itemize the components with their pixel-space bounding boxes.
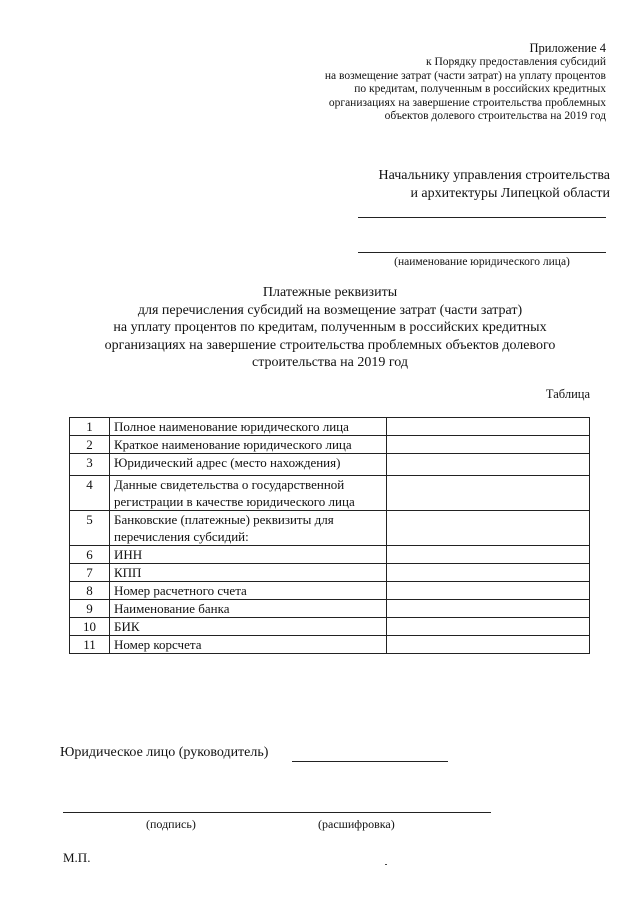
stamp-placeholder: М.П. (63, 850, 91, 865)
table-row (70, 564, 590, 582)
row-number: 10 (70, 618, 110, 636)
entity-name-line (358, 252, 606, 253)
row-description: Данные свидетельства о государственной регистрации в качестве юридического лица (110, 476, 387, 511)
row-description: ИНН (110, 546, 387, 564)
row-description: Полное наименование юридического лица (110, 418, 387, 436)
row-description: Краткое наименование юридического лица (110, 436, 387, 454)
appendix-line: на возмещение затрат (части затрат) на уплату процентов (324, 69, 606, 82)
table-row (70, 418, 590, 436)
appendix-line: организациях на завершение строительства проблемных (328, 96, 606, 109)
requisites-table (69, 417, 590, 654)
appendix-header (246, 40, 606, 124)
row-value-cell[interactable] (387, 418, 590, 436)
table-row (70, 636, 590, 654)
signature-hint: (подпись) (146, 817, 196, 831)
row-value-cell[interactable] (387, 618, 590, 636)
decode-hint: (расшифровка) (318, 817, 395, 831)
row-number: 2 (70, 436, 110, 454)
addressee-block (350, 167, 610, 203)
addressee-line: Начальнику управления строительства (378, 168, 610, 183)
row-number: 1 (70, 418, 110, 436)
row-value-cell[interactable] (387, 436, 590, 454)
title-line: на уплату процентов по кредитам, полученным в российских кредитных (113, 320, 547, 335)
table-row (70, 582, 590, 600)
row-value-cell[interactable] (387, 476, 590, 511)
signer-name-line[interactable] (292, 761, 448, 762)
table-row (70, 600, 590, 618)
row-number: 9 (70, 600, 110, 618)
signer-label: Юридическое лицо (руководитель) (60, 745, 269, 760)
row-value-cell[interactable] (387, 636, 590, 654)
row-description: Банковские (платежные) реквизиты для перечисления субсидий: (110, 511, 387, 546)
row-value-cell[interactable] (387, 546, 590, 564)
row-value-cell[interactable] (387, 600, 590, 618)
row-description: Номер расчетного счета (110, 582, 387, 600)
table-row (70, 436, 590, 454)
row-value-cell[interactable] (387, 511, 590, 546)
document-title (70, 284, 590, 372)
scan-speck (385, 864, 387, 865)
row-description: Номер корсчета (110, 636, 387, 654)
row-number: 7 (70, 564, 110, 582)
table-row (70, 476, 590, 511)
fill-in-line (358, 217, 606, 218)
row-value-cell[interactable] (387, 564, 590, 582)
table-row (70, 454, 590, 476)
title-line: Платежные реквизиты (262, 285, 398, 300)
row-description: Наименование банка (110, 600, 387, 618)
row-description: Юридический адрес (место нахождения) (110, 454, 387, 476)
row-number: 11 (70, 636, 110, 654)
entity-name-hint: (наименование юридического лица) (394, 256, 570, 268)
row-number: 4 (70, 476, 110, 511)
addressee-line: и архитектуры Липецкой области (410, 186, 610, 201)
row-description: КПП (110, 564, 387, 582)
table-row (70, 511, 590, 546)
title-line: для перечисления субсидий на возмещение затрат (части затрат) (137, 302, 523, 318)
row-description: БИК (110, 618, 387, 636)
table-row (70, 546, 590, 564)
row-value-cell[interactable] (387, 454, 590, 476)
appendix-line: к Порядку предоставления субсидий (426, 56, 606, 68)
table-row (70, 618, 590, 636)
appendix-line: по кредитам, полученным в российских кредитных (354, 83, 606, 95)
row-number: 6 (70, 546, 110, 564)
title-line: организациях на завершение строительства проблемных объектов долевого (104, 337, 556, 353)
row-value-cell[interactable] (387, 582, 590, 600)
row-number: 5 (70, 511, 110, 546)
row-number: 8 (70, 582, 110, 600)
signature-line[interactable] (63, 812, 491, 813)
title-line: строительства на 2019 год (252, 355, 408, 370)
row-number: 3 (70, 454, 110, 476)
appendix-line: объектов долевого строительства на 2019 год (384, 110, 606, 122)
table-label: Таблица (545, 387, 590, 401)
appendix-title: Приложение 4 (529, 41, 606, 55)
